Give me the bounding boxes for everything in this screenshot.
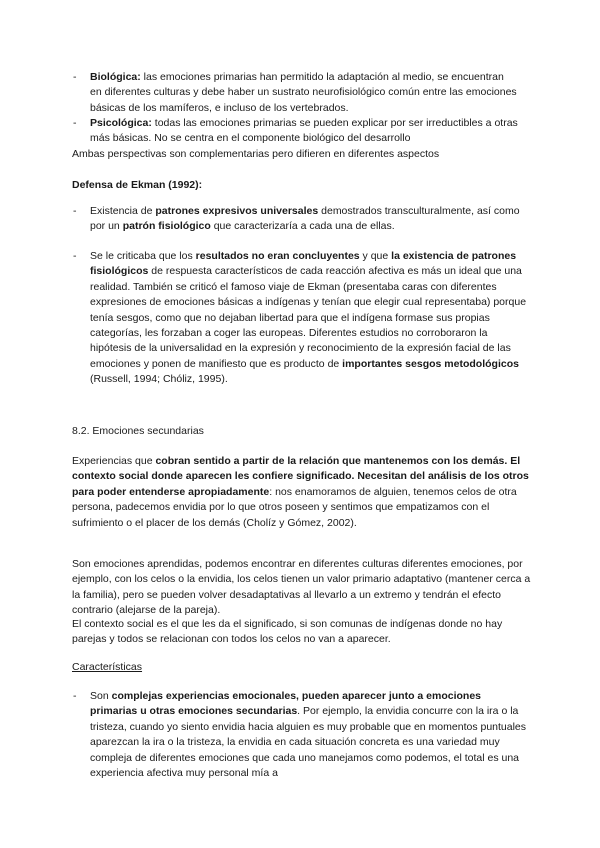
bullet-dash: - [73, 250, 77, 262]
section-heading: 8.2. Emociones secundarias [72, 425, 204, 437]
secondary-paragraph-2: Son emociones aprendidas, podemos encontrar en diferentes culturas diferentes emociones, por ejemplo, con los celos o la envidia, los celos tienen un valor primario adaptativo (mantener cerca a la familia), pero se pueden volver desadaptativas al llevarlo a un extremo y tendrán el efecto contrario (alejarse de la pareja). [72, 558, 531, 617]
bullet-dash: - [73, 71, 77, 83]
text-biological: las emociones primarias han permitido la adaptación al medio, se encuentran en diferentes culturas y debe haber un sustrato neurofisiológico común entre las emociones básicas de los mamíferos, e incluso de los vertebrados. [90, 71, 517, 114]
ekman-item-1: - Existencia de patrones expresivos universales demostrados transculturalmente, así como por un patrón fisiológico que caracterizaría a cada una de ellas. [73, 205, 520, 233]
ekman-heading: Defensa de Ekman (1992): [72, 179, 203, 191]
both-perspectives-line: Ambas perspectivas son complementarias pero difieren en diferentes aspectos [72, 148, 440, 160]
features-heading: Características [72, 661, 143, 673]
bullet-dash: - [73, 690, 77, 702]
list-item-biological [73, 70, 518, 116]
secondary-paragraph-3: El contexto social es el que les da el significado, si son comunas de indígenas donde no hay parejas y todos se relacionan con todos los celos no van a aparecer. [72, 618, 503, 646]
secondary-paragraph-1: Experiencias que cobran sentido a partir de la relación que mantenemos con los demás. El contexto social donde aparecen les confiere significado. Necesitan del análisis de los otros para poder entenderse apropiadamente: nos enamoramos de alguien, tenemos celos de otra persona, padecemos envidia por lo que otros poseen y sentimos que empatizamos con el sufrimiento o el placer de los demás (Cholíz y Gómez, 2002). [72, 455, 529, 529]
text-psychological: todas las emociones primarias se pueden explicar por ser irreductibles a otras más básicas. No se centra en el componente biológico del desarrollo [90, 117, 518, 145]
list-item-psychological [73, 116, 518, 147]
term-biological: Biológica: [90, 71, 141, 83]
bullet-dash: - [73, 117, 77, 129]
feature-item-1: - Son complejas experiencias emocionales, pueden aparecer junto a emociones primarias u otras emociones secundarias. Por ejemplo, la envidia concurre con la ira o la tristeza, cuando yo siento envidia hacia alguien es muy probable que en momentos puntuales aparezcan la ira o la tristeza, la envidia en cada situación concreta es una variedad muy compleja de diferentes emociones que cada uno manejamos como podemos, el total es una experiencia afectiva muy personal mía a [73, 690, 527, 780]
term-psychological: Psicológica: [90, 117, 152, 129]
ekman-item-2: - Se le criticaba que los resultados no eran concluyentes y que la existencia de patrones fisiológicos de respuesta característicos de cada reacción afectiva es más un ideal que una realidad. También se criticó el famoso viaje de Ekman (presentaba caras con diferentes expresiones de emociones básicas a indígenas y tenían que elegir cual representaba) porque tenía sesgos, como que no dejaban libertad para que el indígena formase sus propias categorías, les forzaban a coger las europeas. Diferentes estudios no corroboraron la hipótesis de la universalidad en la expresión y reconocimiento de la expresión facial de las emociones y ponen de manifiesto que es producto de importantes sesgos metodológicos (Russell, 1994; Chóliz, 1995). [73, 250, 527, 386]
bullet-dash: - [73, 205, 77, 217]
